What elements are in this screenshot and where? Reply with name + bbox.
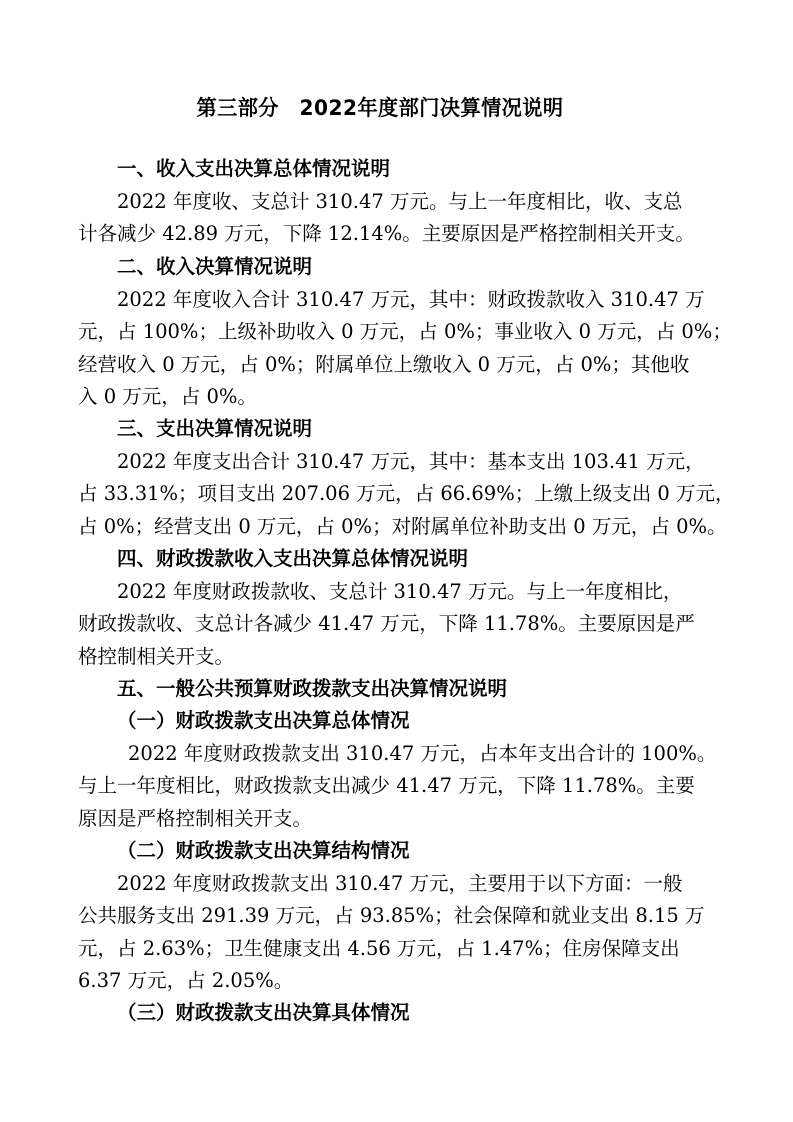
paragraph-line: 2022 年度财政拨款收、支总计 310.47 万元。与上一年度相比，	[117, 580, 683, 603]
paragraph-line: 财政拨款收、支总计各减少 41.47 万元，下降 11.78%。主要原因是严	[78, 612, 695, 635]
subsection-heading-1: （一）财政拨款支出决算总体情况	[117, 709, 410, 732]
paragraph-line: 元，占 100%；上级补助收入 0 万元，占 0%；事业收入 0 万元，占 0%；	[78, 320, 732, 343]
paragraph-line: 计各减少 42.89 万元，下降 12.14%。主要原因是严格控制相关开支。	[78, 222, 695, 245]
paragraph-line: 2022 年度财政拨款支出 310.47 万元，主要用于以下方面：一般	[117, 872, 683, 895]
section-heading-2: 二、收入决算情况说明	[117, 255, 313, 278]
paragraph-line: 占 33.31%；项目支出 207.06 万元，占 66.69%；上缴上级支出 0 万元，	[78, 482, 735, 505]
paragraph-line: 元，占 2.63%；卫生健康支出 4.56 万元，占 1.47%；住房保障支出	[78, 937, 680, 960]
section-heading-4: 四、财政拨款收入支出决算总体情况说明	[117, 547, 469, 570]
paragraph-line: 格控制相关开支。	[78, 645, 235, 668]
paragraph-line: 2022 年度收、支总计 310.47 万元。与上一年度相比，收、支总	[117, 190, 683, 213]
section-heading-3: 三、支出决算情况说明	[117, 417, 313, 440]
subsection-heading-2: （二）财政拨款支出决算结构情况	[117, 839, 410, 862]
paragraph-line: 公共服务支出 291.39 万元，占 93.85%；社会保障和就业支出 8.15 万	[78, 904, 705, 927]
paragraph-line: 2022 年度收入合计 310.47 万元，其中：财政拨款收入 310.47 万	[117, 288, 705, 311]
paragraph-line: 2022 年度支出合计 310.47 万元，其中：基本支出 103.41 万元，	[117, 450, 705, 473]
paragraph-line: 2022 年度财政拨款支出 310.47 万元，占本年支出合计的 100%。	[128, 742, 717, 765]
section-heading-5: 五、一般公共预算财政拨款支出决算情况说明	[117, 677, 508, 700]
section-heading-1: 一、收入支出决算总体情况说明	[117, 157, 391, 180]
paragraph-line: 占 0%；经营支出 0 万元，占 0%；对附属单位补助支出 0 万元，占 0%。	[78, 515, 727, 538]
subsection-heading-3: （三）财政拨款支出决算具体情况	[117, 1001, 410, 1024]
paragraph-line: 6.37 万元，占 2.05%。	[78, 969, 294, 992]
paragraph-line: 原因是严格控制相关开支。	[78, 807, 313, 830]
paragraph-line: 与上一年度相比，财政拨款支出减少 41.47 万元，下降 11.78%。主要	[78, 774, 695, 797]
paragraph-line: 经营收入 0 万元，占 0%；附属单位上缴收入 0 万元，占 0%；其他收	[78, 353, 690, 376]
page-title: 第三部分 2022年度部门决算情况说明	[196, 96, 564, 120]
paragraph-line: 入 0 万元，占 0%。	[78, 385, 257, 408]
